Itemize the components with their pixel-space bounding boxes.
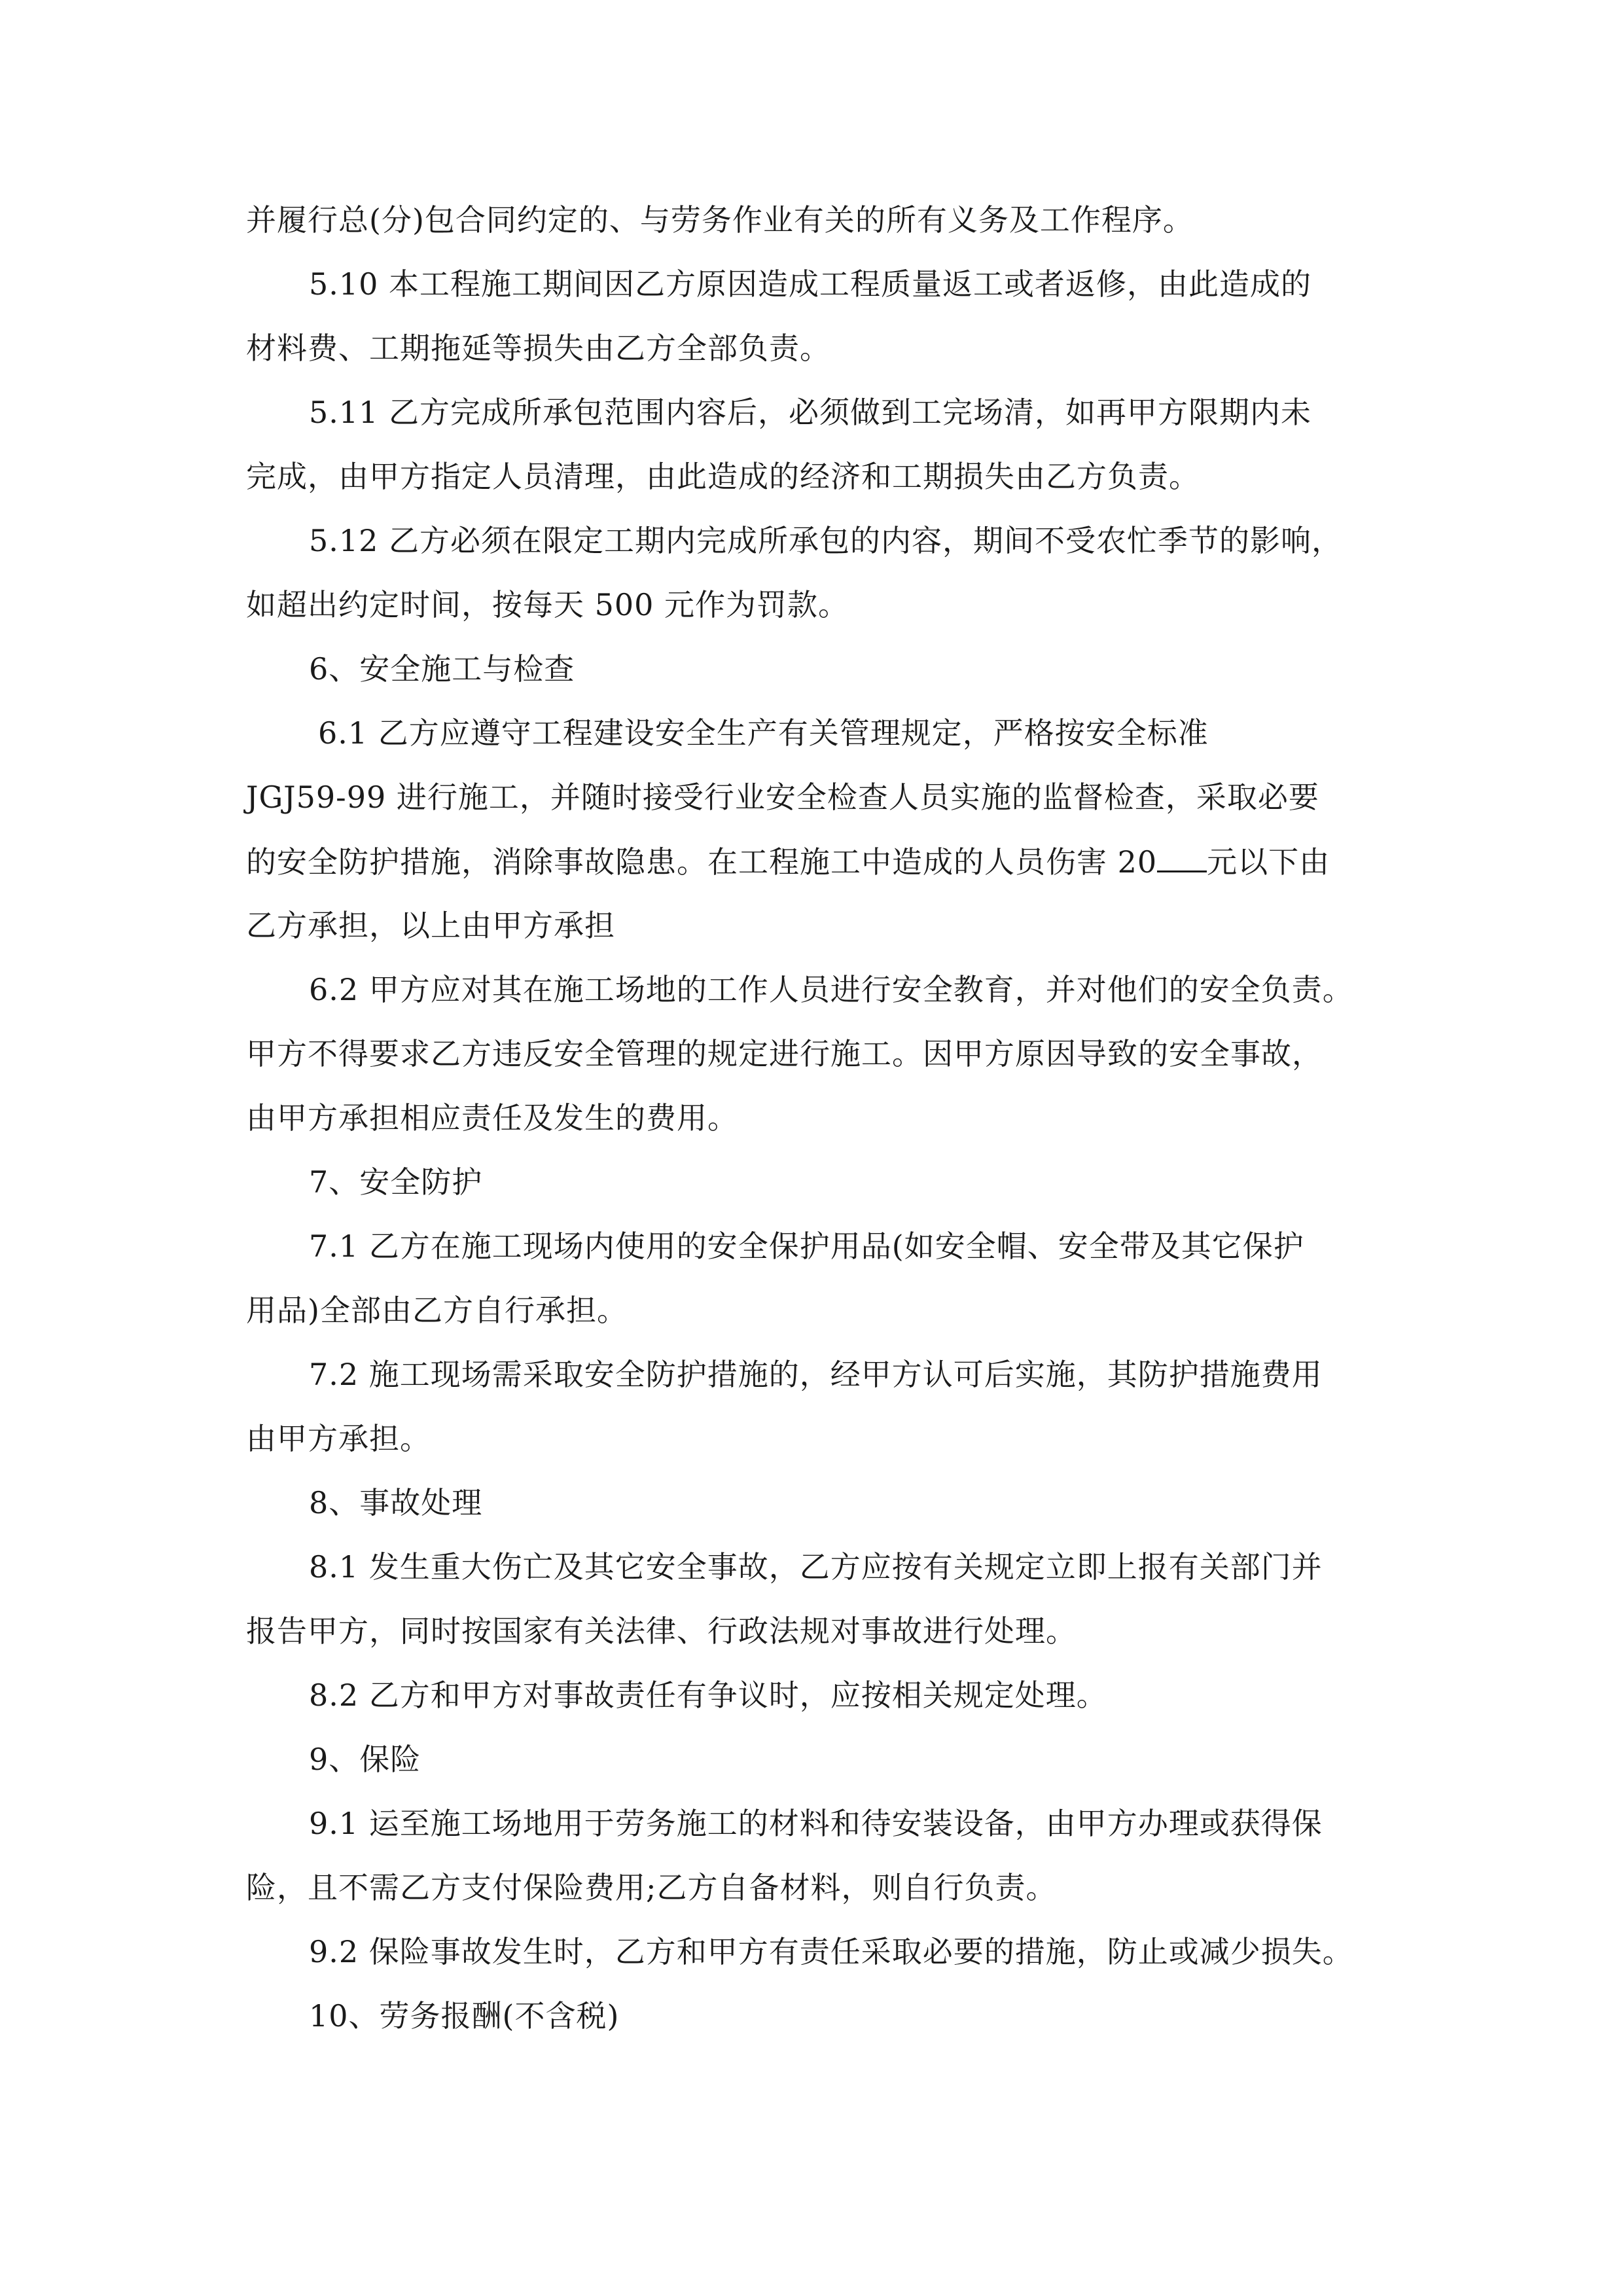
text-line: 报告甲方，同时按国家有关法律、行政法规对事故进行处理。: [246, 1613, 1077, 1649]
text-line: 甲方不得要求乙方违反安全管理的规定进行施工。因甲方原因导致的安全事故，: [246, 1036, 1323, 1071]
section-heading: 7、安全防护: [309, 1164, 483, 1200]
text-line: 7.1 乙方在施工现场内使用的安全保护用品(如安全帽、安全带及其它保护: [309, 1229, 1304, 1264]
text-line: 5.12 乙方必须在限定工期内完成所承包的内容，期间不受农忙季节的影响，: [309, 523, 1343, 558]
text-line: 由甲方承担相应责任及发生的费用。: [246, 1100, 738, 1136]
text-line: 险，且不需乙方支付保险费用;乙方自备材料，则自行负责。: [246, 1870, 1057, 1905]
text-line: 如超出约定时间，按每天 500 元作为罚款。: [246, 587, 849, 622]
text-line: 5.11 乙方完成所承包范围内容后，必须做到工完场清，如再甲方限期内未: [309, 395, 1312, 430]
text-line: 5.10 本工程施工期间因乙方原因造成工程质量返工或者返修，由此造成的: [309, 266, 1312, 302]
text-line: 6.2 甲方应对其在施工场地的工作人员进行安全教育，并对他们的安全负责。: [309, 972, 1353, 1007]
text-line: 用品)全部由乙方自行承担。: [246, 1293, 628, 1328]
text-line: 7.2 施工现场需采取安全防护措施的，经甲方认可后实施，其防护措施费用: [309, 1357, 1323, 1392]
section-heading: 8、事故处理: [309, 1485, 483, 1520]
text-line: [246, 842, 1330, 881]
text-segment: 的安全防护措施，消除事故隐患。在工程施工中造成的人员伤害 20: [246, 844, 1158, 880]
text-line: 6.1 乙方应遵守工程建设安全生产有关管理规定，严格按安全标准: [318, 715, 1209, 751]
text-line: 9.2 保险事故发生时，乙方和甲方有责任采取必要的措施，防止或减少损失。: [309, 1934, 1353, 1969]
section-heading: 9、保险: [309, 1742, 421, 1777]
text-line: 乙方承担，以上由甲方承担: [246, 908, 615, 943]
text-segment: 元以下由: [1207, 844, 1330, 880]
text-line: 9.1 运至施工场地用于劳务施工的材料和待安装设备，由甲方办理或获得保: [309, 1806, 1323, 1841]
text-line: 8.1 发生重大伤亡及其它安全事故，乙方应按有关规定立即上报有关部门并: [309, 1549, 1323, 1585]
text-line: 由甲方承担。: [246, 1421, 431, 1456]
text-line: JGJ59-99 进行施工，并随时接受行业安全检查人员实施的监督检查，采取必要: [246, 780, 1319, 815]
text-line: 材料费、工期拖延等损失由乙方全部负责。: [246, 331, 830, 366]
text-line: 8.2 乙方和甲方对事故责任有争议时，应按相关规定处理。: [309, 1677, 1107, 1713]
blank-underline: [1157, 842, 1207, 872]
section-heading: 6、安全施工与检查: [309, 651, 575, 687]
text-line: 完成，由甲方指定人员清理，由此造成的经济和工期损失由乙方负责。: [246, 459, 1200, 494]
text-line: 并履行总(分)包合同约定的、与劳务作业有关的所有义务及工作程序。: [246, 202, 1194, 238]
section-heading: 10、劳务报酬(不含税): [309, 1998, 620, 2034]
